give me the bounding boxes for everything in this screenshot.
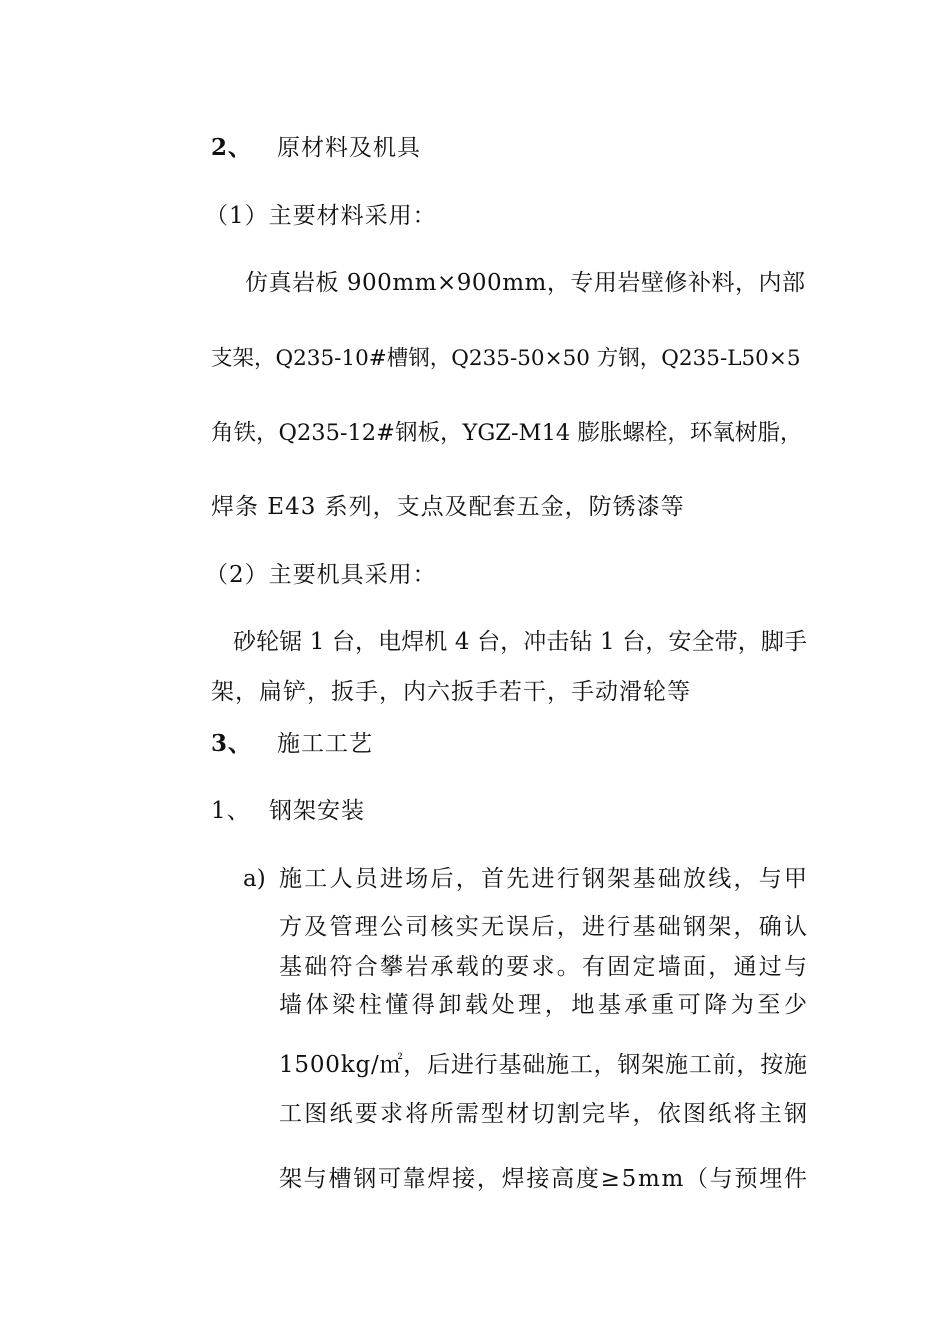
item-a-line-6 bbox=[279, 1099, 810, 1129]
materials-line-1 bbox=[245, 268, 805, 298]
item-a-line-3 bbox=[279, 952, 810, 982]
section-3-title: 施工工艺 bbox=[277, 731, 373, 757]
item-a-line-4 bbox=[279, 990, 811, 1020]
tools-line-2: 架，扁铲，扳手，内六扳手若干，手动滑轮等 bbox=[211, 679, 691, 705]
item-a-line-1 bbox=[279, 864, 810, 894]
materials-line-2-text: 支架，Q235-10#槽钢，Q235-50×50 方钢，Q235-L50×5 bbox=[211, 346, 801, 371]
subheading-materials: （1）主要材料采用： bbox=[205, 203, 437, 229]
section-3-heading bbox=[211, 729, 373, 759]
item-a-line-5 bbox=[279, 1050, 807, 1080]
step-1-title: 钢架安装 bbox=[269, 798, 365, 824]
item-a-line-4-text: 墙体梁柱懂得卸载处理，地基承重可降为至少 bbox=[279, 992, 811, 1018]
item-a-line-1-text: 施工人员进场后，首先进行钢架基础放线，与甲 bbox=[279, 866, 810, 892]
item-a-line-3-text: 基础符合攀岩承载的要求。有固定墙面，通过与 bbox=[279, 954, 810, 980]
materials-line-3-text: 角铁，Q235-12#钢板，YGZ-M14 膨胀螺栓，环氧树脂， bbox=[211, 420, 803, 446]
section-2-title: 原材料及机具 bbox=[277, 135, 421, 161]
step-1-heading bbox=[211, 796, 365, 826]
materials-line-2 bbox=[211, 344, 807, 374]
item-a-line-2-text: 方及管理公司核实无误后，进行基础钢架，确认 bbox=[279, 914, 810, 940]
materials-line-3 bbox=[211, 418, 807, 448]
subheading-tools: （2）主要机具采用： bbox=[205, 562, 437, 588]
tools-line-1 bbox=[233, 627, 807, 657]
section-3-number: 3、 bbox=[211, 730, 253, 757]
item-a-line-7 bbox=[279, 1164, 807, 1194]
item-a-line-2 bbox=[279, 912, 810, 942]
section-2-heading bbox=[211, 133, 421, 163]
item-a-line-6-text: 工图纸要求将所需型材切割完毕，依图纸将主钢 bbox=[279, 1101, 810, 1127]
step-1-number: 1、 bbox=[211, 798, 251, 824]
materials-line-4: 焊条 E43 系列，支点及配套五金，防锈漆等 bbox=[211, 494, 685, 520]
tools-line-1-text: 砂轮锯 1 台，电焊机 4 台，冲击钻 1 台，安全带，脚手 bbox=[233, 629, 808, 655]
section-2-number: 2、 bbox=[211, 134, 253, 161]
item-a-line-5-text: 1500kg/㎡，后进行基础施工，钢架施工前，按施 bbox=[279, 1052, 808, 1078]
item-a-line-7-text: 架与槽钢可靠焊接，焊接高度≥5mm（与预埋件 bbox=[279, 1166, 809, 1192]
materials-line-1-text: 仿真岩板 900mm×900mm，专用岩壁修补料，内部 bbox=[245, 270, 806, 296]
item-a-marker: a) bbox=[243, 866, 266, 892]
